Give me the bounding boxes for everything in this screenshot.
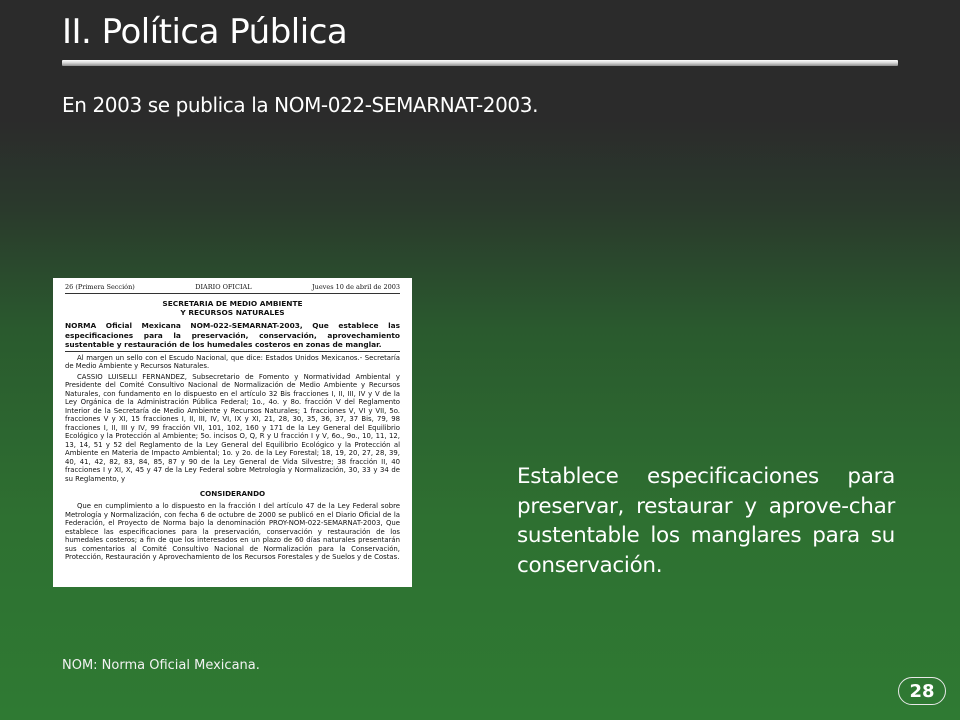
document-header-right: Jueves 10 de abril de 2003 [312,283,400,291]
subtitle: En 2003 se publica la NOM-022-SEMARNAT-2003. [62,93,539,117]
document-secretaria-line1: SECRETARIA DE MEDIO AMBIENTE [162,299,303,308]
document-considerando: CONSIDERANDO [199,489,266,499]
title-divider [62,60,898,66]
document-secretaria [65,300,400,317]
page-title: II. Política Pública [62,12,348,52]
footnote: NOM: Norma Oficial Mexicana. [62,658,260,673]
document-paragraph-2: CASSIO LUISELLI FERNANDEZ, Subsecretario de Fomento y Normatividad Ambiental y Presidente del Comité Consultivo Nacional de Normalización de Medio Ambiente y Recursos Naturales, con fundamento en lo dispuesto en el artículo 32 Bis fracciones I, II, III, IV y V de la Ley Orgánica de la Administración Pública Federal; 1o., 4o. y 8o. fracción V del Reglamento Interior de la Secretaría de Medio Ambiente y Recursos Naturales; 1 fracciones V, VI y VII, 5o. fracciones V y XI, 15 fracciones I, II, III, IV, VI, IX y XI, 21, 28, 30, 35, 36, 37, 37 Bis, 79, 98 fracciones I, II, III y IV, 99 fracción VII, 101, 102, 160 y 171 de la Ley General del Equilibrio Ecológico y la Protección al Ambiente; 5o. incisos O, Q, R y U fracción I y V, 6o., 9o., 10, 11, 12, 13, 14, 51 y 52 del Reglamento de la Ley General del Equilibrio Ecológico y la Protección al Ambiente en Materia de Impacto Ambiental; 1o. y 2o. de la Ley Forestal; 18, 19, 20, 27, 28, 39, 40, 41, 42, 82, 83, 84, 85, 87 y 90 de la Ley General de Vida Silvestre; 38 fracción II, 40 fracciones I y XI, X, 45 y 47 de la Ley Federal sobre Metrología y Normalización, 30, 33 y 34 de su Reglamento, y [65,372,400,483]
body-text: Establece especificaciones para preservar, restaurar y aprove-char sustentable los manglares para su conservación. [517,464,895,578]
document-paragraph-3: Que en cumplimiento a lo dispuesto en la fracción I del artículo 47 de la Ley Federal sobre Metrología y Normalización, con fecha 6 de octubre de 2000 se publicó en el Diario Oficial de la Federación, el Proyecto de Norma bajo la denominación PROY-NOM-022-SEMARNAT-2003, Que establece las especificaciones para la preservación, conservación y restauración de los humedales costeros; a fin de que los interesados en un plazo de 60 días naturales presentarán sus comentarios al Comité Consultivo Nacional de Normalización para la Conservación, Protección, Restauración y Aprovechamiento de los Recursos Forestales y de Suelos y de Costas. [65,502,400,562]
page-number-badge: 28 [898,677,946,705]
document-paragraph-1: Al margen un sello con el Escudo Nacional, que dice: Estados Unidos Mexicanos.- Secretaría de Medio Ambiente y Recursos Naturales. [65,353,400,371]
document-norma-title: NORMA Oficial Mexicana NOM-022-SEMARNAT-2003, Que establece las especificaciones para la preservación, conservación, aprovechamiento sustentable y restauración de los humedales costeros en zonas de manglar. [65,321,400,352]
diario-oficial-document-image [53,278,412,587]
document-header-left: 26 (Primera Sección) [65,283,135,291]
document-header-center: DIARIO OFICIAL [195,283,252,291]
document-header [65,281,400,294]
document-secretaria-line2: Y RECURSOS NATURALES [180,307,285,317]
